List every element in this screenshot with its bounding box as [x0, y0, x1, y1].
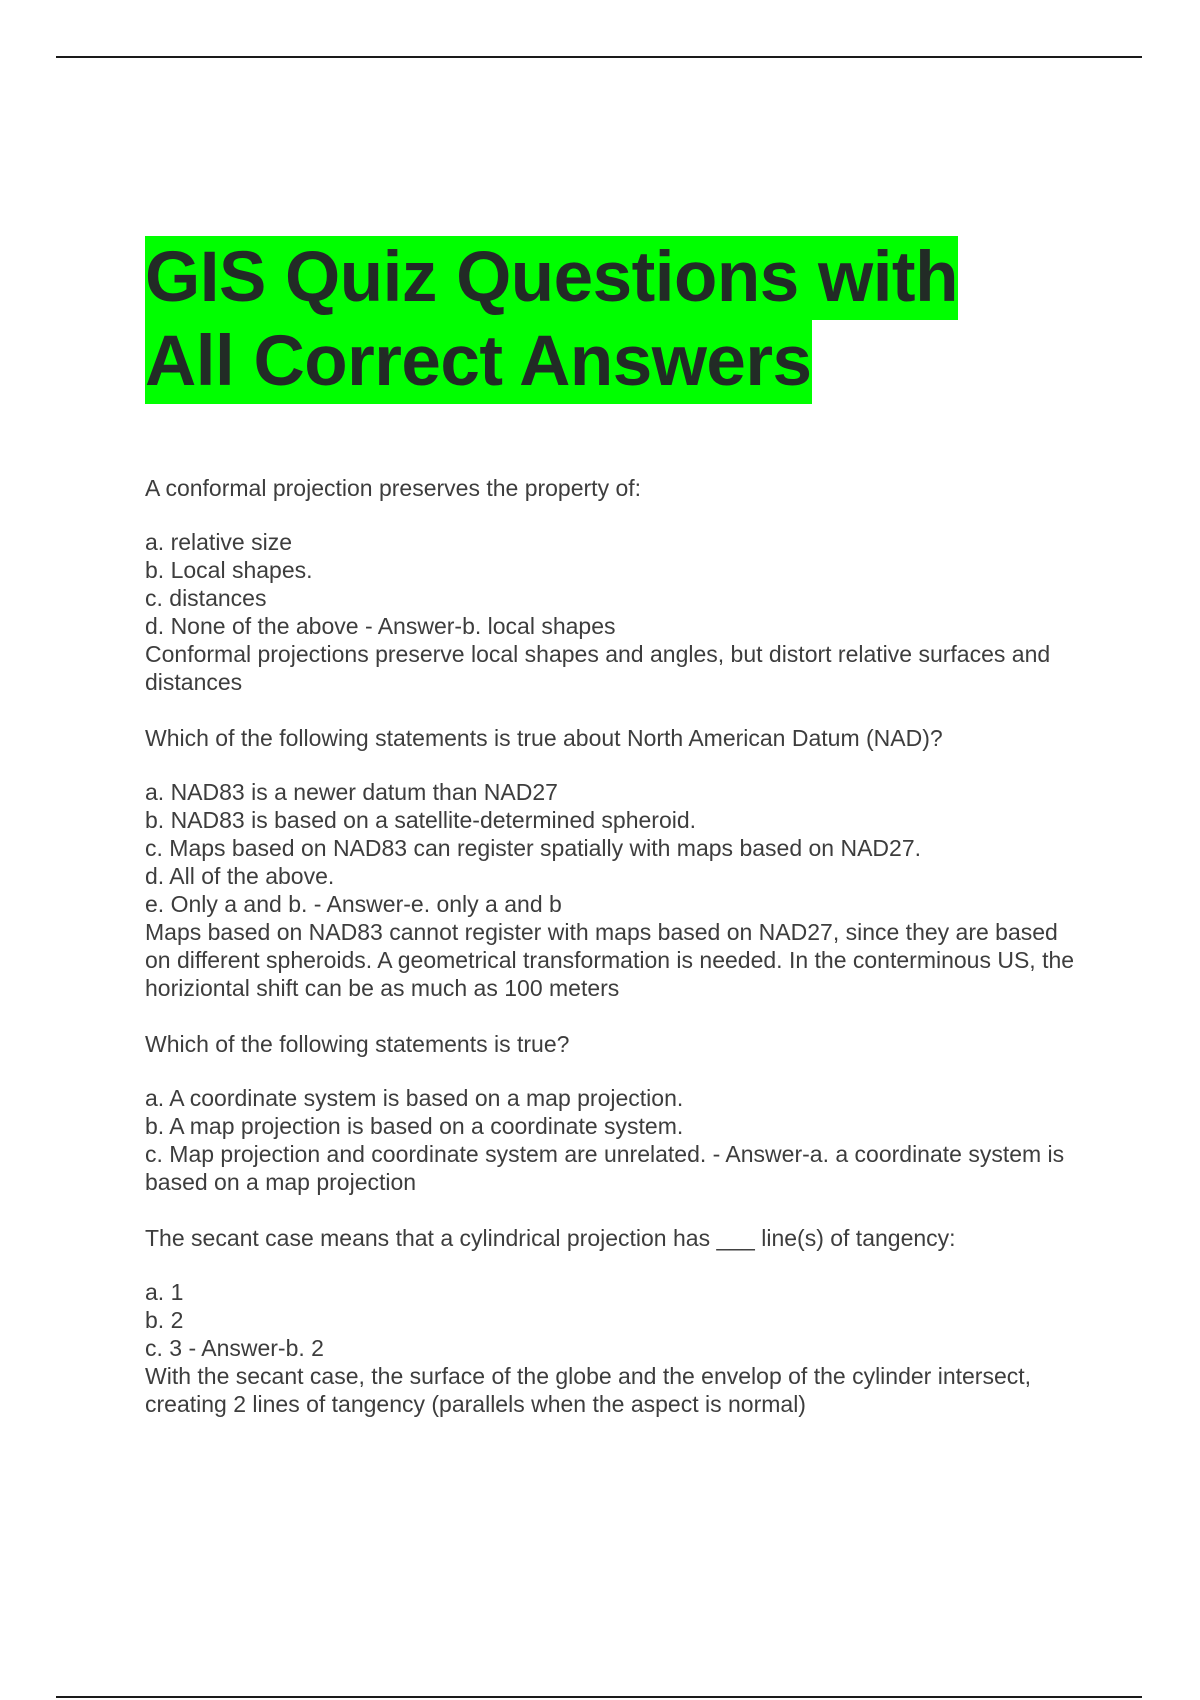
- question-text: A conformal projection preserves the property of:: [145, 475, 642, 501]
- option-item: e. Only a and b. - Answer-e. only a and b: [145, 891, 562, 917]
- option-item: a. NAD83 is a newer datum than NAD27: [145, 779, 558, 805]
- question-text: The secant case means that a cylindrical projection has ___ line(s) of tangency:: [145, 1225, 956, 1251]
- spacer: [145, 696, 1085, 724]
- bottom-rule: [56, 1696, 1142, 1698]
- option-item: d. None of the above - Answer-b. local shapes: [145, 613, 616, 639]
- option-list: [145, 1084, 1085, 1196]
- answer-explanation: With the secant case, the surface of the globe and the envelop of the cylinder intersect, creating 2 lines of tangency (parallels when the aspect is normal): [145, 1363, 1032, 1417]
- answer-explanation: Maps based on NAD83 cannot register with maps based on NAD27, since they are based on different spheroids. A geometrical transformation is needed. In the conterminous US, the horiziontal shift can be as much as 100 meters: [145, 919, 1075, 1001]
- answer-explanation: Conformal projections preserve local shapes and angles, but distort relative surfaces and distances: [145, 641, 1051, 695]
- option-item: a. 1: [145, 1279, 184, 1305]
- option-item: c. Map projection and coordinate system are unrelated. - Answer-a. a coordinate system is based on a map projection: [145, 1141, 1065, 1195]
- spacer: [145, 1196, 1085, 1224]
- option-item: c. 3 - Answer-b. 2: [145, 1335, 324, 1361]
- question-block-3: [145, 1030, 1085, 1196]
- title-line-2: All Correct Answers: [145, 320, 812, 404]
- option-list: [145, 1278, 1085, 1362]
- question-text: Which of the following statements is true?: [145, 1031, 570, 1057]
- question-text: Which of the following statements is true about North American Datum (NAD)?: [145, 725, 943, 751]
- quiz-content: [145, 474, 1085, 1418]
- question-block-2: [145, 724, 1085, 1002]
- option-item: c. distances: [145, 585, 267, 611]
- option-item: b. NAD83 is based on a satellite-determined spheroid.: [145, 807, 697, 833]
- option-item: b. A map projection is based on a coordinate system.: [145, 1113, 684, 1139]
- option-item: a. A coordinate system is based on a map projection.: [145, 1085, 684, 1111]
- document-title: [145, 236, 1045, 404]
- option-item: d. All of the above.: [145, 863, 335, 889]
- spacer: [145, 1002, 1085, 1030]
- question-block-1: [145, 474, 1085, 696]
- option-item: b. 2: [145, 1307, 184, 1333]
- question-block-4: [145, 1224, 1085, 1418]
- option-list: [145, 528, 1085, 640]
- option-item: c. Maps based on NAD83 can register spatially with maps based on NAD27.: [145, 835, 922, 861]
- option-list: [145, 778, 1085, 918]
- title-line-1: GIS Quiz Questions with: [145, 236, 958, 320]
- top-rule: [56, 56, 1142, 58]
- option-item: a. relative size: [145, 529, 293, 555]
- option-item: b. Local shapes.: [145, 557, 313, 583]
